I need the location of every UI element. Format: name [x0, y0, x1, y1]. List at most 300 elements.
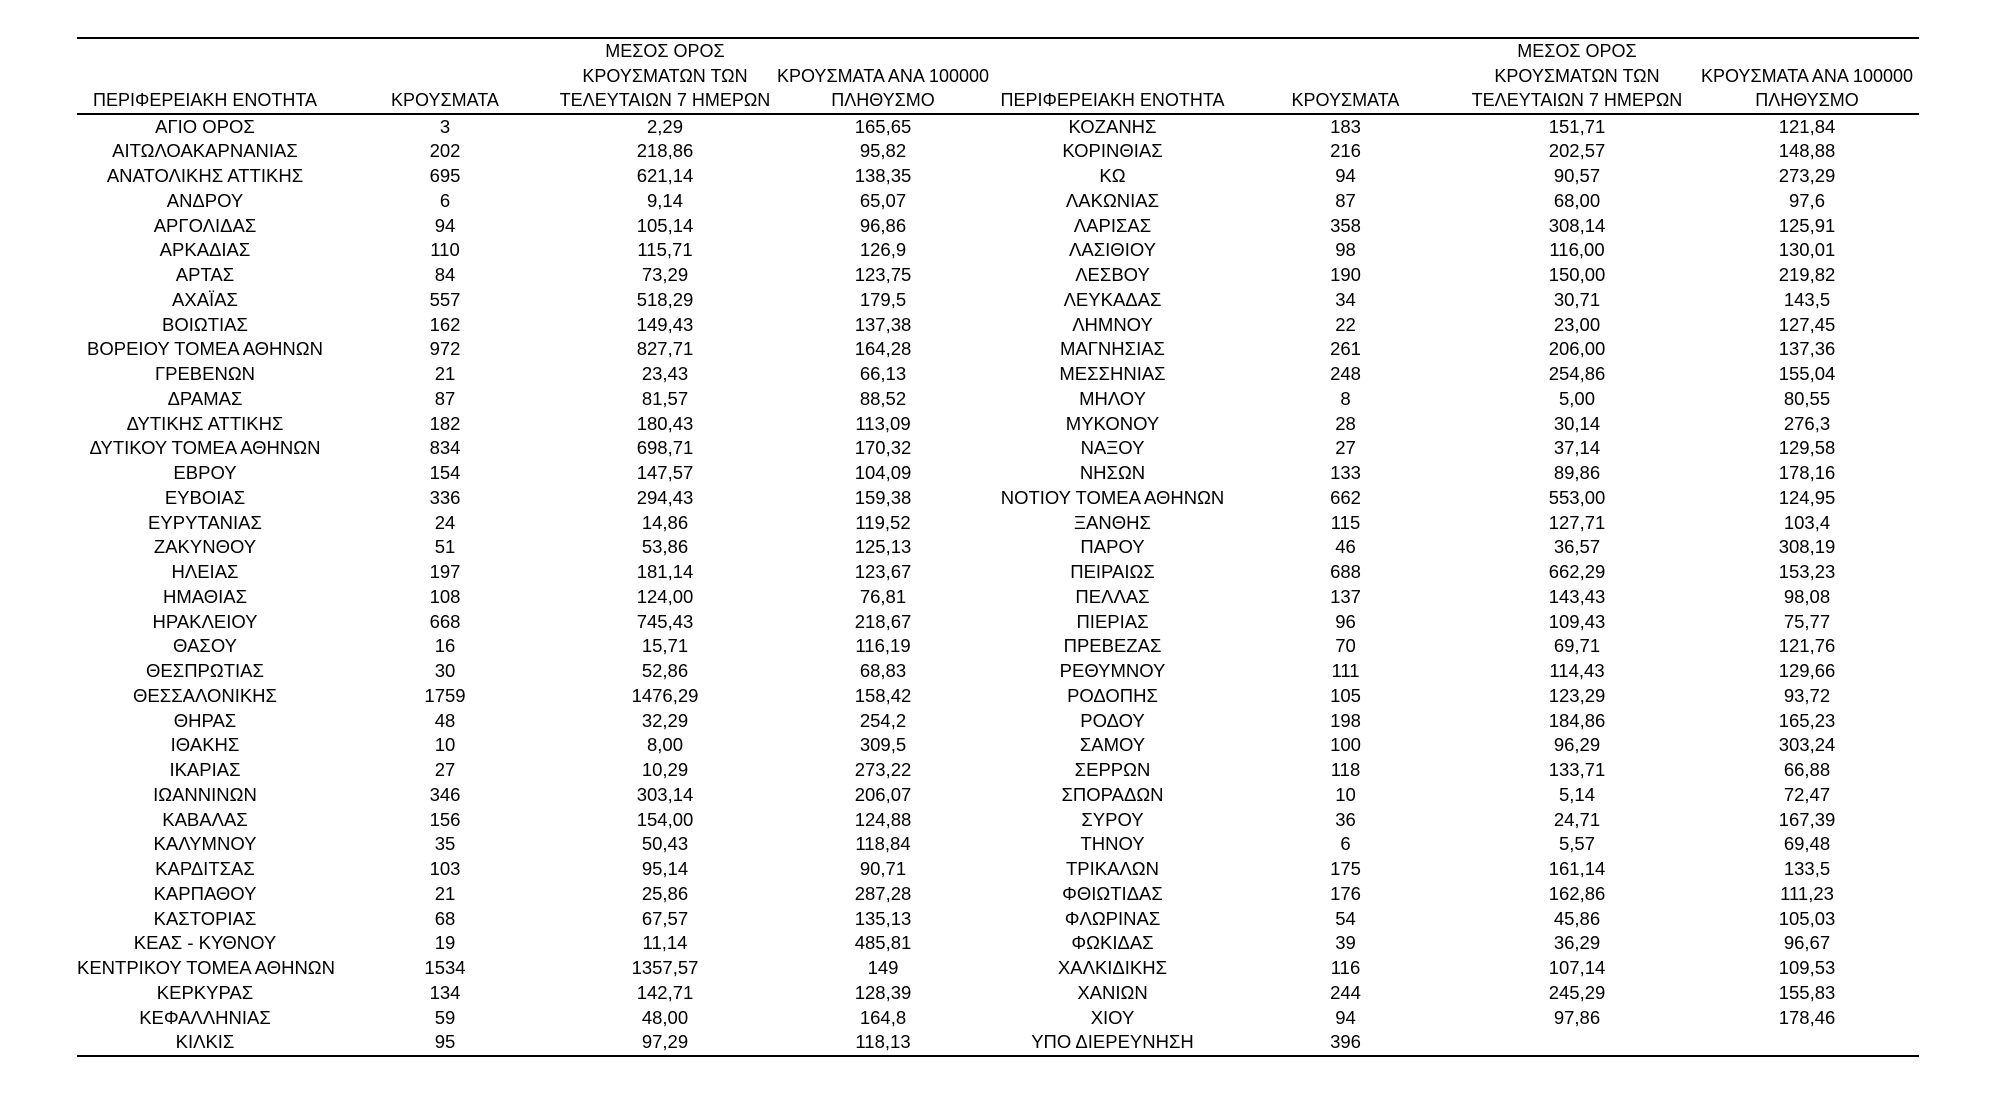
left-per100k-cell: 218,67 — [854, 610, 912, 632]
right-cases-cell: 137 — [1330, 585, 1361, 607]
right-cases-cell: 216 — [1330, 140, 1361, 162]
left-cases-cell: 51 — [434, 536, 456, 558]
table-body — [77, 115, 1919, 1056]
left-per100k-cell: 124,88 — [854, 808, 912, 830]
right-per100k-cell: 124,95 — [1778, 486, 1836, 508]
left-cases-cell: 59 — [434, 1006, 456, 1028]
left-avg7-cell: 67,57 — [641, 907, 689, 929]
right-cases-cell: 96 — [1335, 610, 1356, 632]
right-cases-cell: 34 — [1335, 288, 1356, 310]
left-per100k-cell: 113,09 — [855, 412, 911, 434]
left-region-name-cell: ΑΡΓΟΛΙΔΑΣ — [153, 214, 257, 236]
right-avg7-cell: 245,29 — [1548, 981, 1606, 1003]
table-row — [77, 214, 1919, 239]
left-cases-cell: 162 — [429, 313, 461, 335]
right-cases-cell: 244 — [1330, 981, 1361, 1003]
left-region-name-cell: ΗΡΑΚΛΕΙΟΥ — [152, 610, 258, 632]
left-region-name-cell: ΚΑΣΤΟΡΙΑΣ — [153, 907, 257, 929]
table-row — [77, 610, 1919, 635]
right-cases-cell: 176 — [1330, 882, 1361, 904]
left-cases-cell: 6 — [439, 189, 451, 211]
left-avg7-cell: 52,86 — [641, 660, 689, 681]
right-avg7-cell: 202,57 — [1548, 140, 1606, 162]
left-cases-cell: 1759 — [424, 684, 466, 706]
right-cases-cell: 248 — [1330, 363, 1361, 384]
left-avg7-cell: 15,71 — [641, 635, 689, 657]
left-avg7-cell: 745,43 — [636, 610, 694, 632]
left-per100k-cell: 135,13 — [854, 907, 912, 929]
table-row — [77, 189, 1919, 214]
left-per100k-cell: 206,07 — [854, 783, 912, 805]
right-per100k-cell: 66,88 — [1783, 759, 1831, 780]
right-avg7-cell: 97,86 — [1553, 1006, 1601, 1028]
table-row — [77, 1006, 1919, 1031]
left-region-name-cell: ΕΒΡΟΥ — [173, 462, 237, 483]
left-per100k-cell: 170,32 — [854, 437, 912, 459]
right-region-name-cell: ΣΕΡΡΩΝ — [1074, 759, 1151, 780]
left-region-name-cell: ΑΧΑΪΑΣ — [172, 288, 238, 310]
right-cases-cell: 105 — [1330, 684, 1361, 706]
right-cases-cell: 396 — [1330, 1031, 1361, 1053]
right-per100k-cell: 148,88 — [1778, 140, 1836, 162]
left-avg7-cell: 1357,57 — [631, 957, 699, 978]
left-avg7-cell: 53,86 — [641, 536, 689, 558]
right-per100k-cell: 93,72 — [1783, 684, 1831, 706]
left-cases-cell: 94 — [434, 214, 456, 236]
left-cases-cell: 87 — [434, 387, 456, 409]
right-avg7-cell: 37,14 — [1553, 437, 1601, 459]
right-cases-cell: 27 — [1335, 437, 1356, 459]
right-avg7-cell: 553,00 — [1548, 486, 1606, 508]
table-row — [77, 387, 1919, 412]
left-cases-cell: 156 — [429, 808, 461, 830]
right-avg7-cell: 116,00 — [1549, 239, 1605, 261]
left-avg7-cell: 698,71 — [636, 437, 694, 459]
right-per100k-cell: 98,08 — [1783, 585, 1831, 607]
right-avg7-cell — [1459, 1030, 1695, 1055]
right-avg7-cell: 184,86 — [1548, 709, 1606, 731]
header-region-right: ΠΕΡΙΦΕΡΕΙΑΚΗ ΕΝΟΤΗΤΑ — [1000, 90, 1225, 110]
right-cases-cell: 6 — [1340, 833, 1351, 855]
left-cases-cell: 48 — [434, 709, 456, 731]
right-per100k-cell: 276,3 — [1783, 412, 1831, 434]
left-per100k-cell: 138,35 — [854, 165, 912, 186]
right-region-name-cell: ΧΙΟΥ — [1090, 1006, 1135, 1028]
right-avg7-cell: 90,57 — [1553, 165, 1601, 186]
right-avg7-cell: 114,43 — [1549, 660, 1605, 681]
right-region-name-cell: ΚΟΖΑΝΗΣ — [1068, 115, 1157, 137]
left-per100k-cell: 126,9 — [859, 239, 907, 261]
left-per100k-cell: 287,28 — [854, 882, 912, 904]
left-per100k-cell: 119,52 — [855, 511, 911, 533]
right-cases-cell: 98 — [1335, 239, 1356, 261]
right-cases-cell: 22 — [1335, 313, 1356, 335]
left-per100k-cell: 165,65 — [854, 115, 912, 137]
right-region-name-cell: ΛΗΜΝΟΥ — [1072, 313, 1153, 335]
right-region-name-cell: ΣΥΡΟΥ — [1081, 808, 1144, 830]
right-avg7-cell: 107,14 — [1548, 957, 1606, 978]
left-avg7-cell: 2,29 — [646, 115, 683, 137]
left-avg7-cell: 50,43 — [641, 833, 689, 855]
table-row — [77, 337, 1919, 362]
left-per100k-cell: 96,86 — [859, 214, 907, 236]
left-avg7-cell: 8,00 — [646, 734, 683, 756]
left-avg7-cell: 10,29 — [641, 759, 689, 780]
left-region-name-cell: ΙΩΑΝΝΙΝΩΝ — [153, 783, 257, 805]
left-avg7-cell: 9,14 — [646, 189, 683, 211]
cases-table-sheet — [77, 37, 1919, 1057]
table-row — [77, 164, 1919, 189]
right-avg7-cell: 68,00 — [1553, 189, 1601, 211]
left-region-name-cell: ΑΡΤΑΣ — [175, 264, 235, 285]
right-cases-cell: 100 — [1330, 734, 1361, 756]
left-cases-cell: 134 — [429, 981, 461, 1003]
table-row — [77, 535, 1919, 560]
left-cases-cell: 834 — [429, 437, 461, 459]
right-per100k-cell: 69,48 — [1783, 833, 1831, 855]
left-region-name-cell: ΕΥΒΟΙΑΣ — [164, 486, 246, 508]
left-per100k-cell: 118,84 — [855, 833, 911, 855]
right-avg7-cell: 69,71 — [1553, 635, 1601, 657]
right-avg7-cell: 89,86 — [1553, 462, 1601, 483]
table-row — [77, 412, 1919, 437]
table-row — [77, 907, 1919, 932]
right-region-name-cell: ΤΡΙΚΑΛΩΝ — [1065, 858, 1159, 879]
left-region-name-cell: ΔΥΤΙΚΗΣ ΑΤΤΙΚΗΣ — [126, 412, 284, 434]
right-cases-cell: 115 — [1330, 511, 1361, 533]
right-per100k-cell: 165,23 — [1778, 709, 1836, 731]
left-avg7-cell: 14,86 — [641, 511, 689, 533]
left-per100k-cell: 164,28 — [854, 338, 912, 360]
table-row — [77, 733, 1919, 758]
right-region-name-cell: ΦΘΙΩΤΙΔΑΣ — [1062, 882, 1163, 904]
left-per100k-cell: 125,13 — [854, 536, 912, 558]
right-avg7-cell: 254,86 — [1548, 363, 1606, 384]
table-row — [77, 857, 1919, 882]
right-per100k-cell: 303,24 — [1778, 734, 1836, 756]
right-per100k-cell: 105,03 — [1778, 907, 1836, 929]
left-avg7-cell: 827,71 — [636, 338, 694, 360]
right-per100k-cell: 121,76 — [1778, 635, 1836, 657]
right-avg7-cell: 5,14 — [1558, 783, 1595, 805]
left-region-name-cell: ΔΥΤΙΚΟΥ ΤΟΜΕΑ ΑΘΗΝΩΝ — [89, 437, 321, 459]
table-row — [77, 313, 1919, 338]
header-per100k-right: ΚΡΟΥΣΜΑΤΑ ΑΝΑ 100000 ΠΛΗΘΥΣΜΟ — [1701, 65, 1913, 110]
left-avg7-cell: 1476,29 — [631, 684, 699, 706]
right-cases-cell: 39 — [1335, 932, 1356, 954]
table-row — [77, 238, 1919, 263]
left-region-name-cell: ΚΕΝΤΡΙΚΟΥ ΤΟΜΕΑ ΑΘΗΝΩΝ — [77, 957, 335, 978]
header-cases-right: ΚΡΟΥΣΜΑΤΑ — [1291, 90, 1400, 110]
left-per100k-cell: 123,67 — [854, 561, 912, 582]
left-cases-cell: 108 — [429, 585, 461, 607]
left-avg7-cell: 142,71 — [636, 981, 694, 1003]
table-row — [77, 585, 1919, 610]
right-per100k-cell: 109,53 — [1778, 957, 1836, 978]
left-region-name-cell: ΚΕΡΚΥΡΑΣ — [156, 981, 254, 1003]
left-per100k-cell: 164,8 — [859, 1006, 907, 1028]
right-cases-cell: 688 — [1330, 561, 1361, 582]
right-per100k-cell: 121,84 — [1778, 115, 1836, 137]
table-row — [77, 139, 1919, 164]
table-row — [77, 981, 1919, 1006]
right-avg7-cell: 30,14 — [1553, 412, 1601, 434]
right-avg7-cell: 109,43 — [1548, 610, 1606, 632]
left-avg7-cell: 621,14 — [636, 165, 694, 186]
right-per100k-cell: 129,66 — [1778, 660, 1836, 681]
table-row — [77, 362, 1919, 387]
right-avg7-cell: 96,29 — [1553, 734, 1601, 756]
left-region-name-cell: ΔΡΑΜΑΣ — [167, 387, 243, 409]
left-cases-cell: 972 — [429, 338, 461, 360]
left-cases-cell: 668 — [429, 610, 461, 632]
right-per100k-cell: 127,45 — [1778, 313, 1836, 335]
right-region-name-cell: ΣΑΜΟΥ — [1079, 734, 1146, 756]
right-region-name-cell: ΛΑΡΙΣΑΣ — [1073, 214, 1152, 236]
right-region-name-cell: ΝΗΣΩΝ — [1079, 462, 1146, 483]
table-row — [77, 709, 1919, 734]
right-cases-cell: 8 — [1340, 387, 1351, 409]
header-avg7-right: ΜΕΣΟΣ ΟΡΟΣ ΚΡΟΥΣΜΑΤΩΝ ΤΩΝ ΤΕΛΕΥΤΑΙΩΝ 7 ΗΜΕΡΩΝ — [1471, 41, 1683, 110]
right-region-name-cell: ΚΟΡΙΝΘΙΑΣ — [1062, 140, 1163, 162]
left-cases-cell: 346 — [429, 783, 461, 805]
right-per100k-cell — [1695, 1030, 1919, 1055]
right-region-name-cell: ΛΕΥΚΑΔΑΣ — [1063, 288, 1162, 310]
left-region-name-cell: ΘΕΣΣΑΛΟΝΙΚΗΣ — [133, 684, 277, 706]
header-avg7: ΜΕΣΟΣ ΟΡΟΣ ΚΡΟΥΣΜΑΤΩΝ ΤΩΝ ΤΕΛΕΥΤΑΙΩΝ 7 ΗΜΕΡΩΝ — [559, 41, 771, 110]
right-cases-cell: 87 — [1335, 189, 1356, 211]
header-region: ΠΕΡΙΦΕΡΕΙΑΚΗ ΕΝΟΤΗΤΑ — [92, 90, 318, 110]
right-cases-cell: 70 — [1335, 635, 1356, 657]
table-row — [77, 436, 1919, 461]
right-avg7-cell: 143,43 — [1548, 585, 1606, 607]
table-row — [77, 511, 1919, 536]
right-region-name-cell: ΠΕΙΡΑΙΩΣ — [1070, 561, 1155, 582]
right-region-name-cell: ΡΕΘΥΜΝΟΥ — [1059, 660, 1166, 681]
table-row — [77, 461, 1919, 486]
left-avg7-cell: 48,00 — [641, 1006, 689, 1028]
right-cases-cell: 28 — [1335, 412, 1356, 434]
left-avg7-cell: 81,57 — [641, 387, 689, 409]
right-per100k-cell: 219,82 — [1778, 264, 1836, 285]
right-avg7-cell: 36,29 — [1553, 932, 1601, 954]
right-avg7-cell: 206,00 — [1548, 338, 1606, 360]
left-per100k-cell: 118,13 — [855, 1031, 911, 1053]
right-region-name-cell: ΜΕΣΣΗΝΙΑΣ — [1059, 363, 1166, 384]
right-cases-cell: 54 — [1335, 907, 1356, 929]
table-row — [77, 808, 1919, 833]
table-row — [77, 684, 1919, 709]
left-per100k-cell: 149 — [867, 957, 899, 978]
right-per100k-cell: 273,29 — [1778, 165, 1836, 186]
left-per100k-cell: 116,19 — [855, 635, 911, 657]
right-per100k-cell: 133,5 — [1783, 858, 1831, 879]
right-region-name-cell: ΜΥΚΟΝΟΥ — [1065, 412, 1160, 434]
table-row — [77, 931, 1919, 956]
right-per100k-cell: 125,91 — [1778, 214, 1836, 236]
right-avg7-cell: 5,00 — [1558, 387, 1595, 409]
right-per100k-cell: 155,04 — [1778, 363, 1836, 384]
right-avg7-cell: 23,00 — [1553, 313, 1601, 335]
header-cases: ΚΡΟΥΣΜΑΤΑ — [391, 90, 499, 110]
right-region-name-cell: ΜΑΓΝΗΣΙΑΣ — [1059, 338, 1165, 360]
left-avg7-cell: 154,00 — [636, 808, 694, 830]
left-cases-cell: 95 — [434, 1031, 456, 1053]
right-cases-cell: 133 — [1330, 462, 1361, 483]
left-cases-cell: 27 — [434, 759, 456, 780]
right-region-name-cell: ΛΑΚΩΝΙΑΣ — [1065, 189, 1160, 211]
table-row — [77, 783, 1919, 808]
left-per100k-cell: 159,38 — [854, 486, 912, 508]
left-avg7-cell: 97,29 — [641, 1031, 689, 1053]
right-cases-cell: 36 — [1335, 808, 1356, 830]
right-region-name-cell: ΦΩΚΙΔΑΣ — [1071, 932, 1154, 954]
table-row — [77, 882, 1919, 907]
left-per100k-cell: 65,07 — [859, 189, 907, 211]
table-row — [77, 560, 1919, 585]
left-region-name-cell: ΒΟΙΩΤΙΑΣ — [162, 313, 248, 335]
right-per100k-cell: 72,47 — [1783, 783, 1831, 805]
cases-by-region-table — [77, 39, 1919, 1055]
left-avg7-cell: 181,14 — [636, 561, 694, 582]
left-per100k-cell: 254,2 — [859, 709, 907, 731]
left-per100k-cell: 76,81 — [859, 585, 907, 607]
left-region-name-cell: ΚΑΒΑΛΑΣ — [162, 808, 248, 830]
right-region-name-cell: ΡΟΔΟΥ — [1080, 709, 1145, 731]
left-per100k-cell: 95,82 — [859, 140, 907, 162]
left-region-name-cell: ΑΡΚΑΔΙΑΣ — [159, 239, 251, 261]
right-per100k-cell: 155,83 — [1778, 981, 1836, 1003]
right-region-name-cell: ΠΙΕΡΙΑΣ — [1076, 610, 1149, 632]
right-per100k-cell: 137,36 — [1778, 338, 1836, 360]
left-per100k-cell: 68,83 — [859, 660, 907, 681]
left-avg7-cell: 11,14 — [642, 932, 688, 954]
left-per100k-cell: 88,52 — [859, 387, 907, 409]
left-per100k-cell: 485,81 — [854, 932, 912, 954]
right-cases-cell: 183 — [1330, 115, 1361, 137]
left-avg7-cell: 180,43 — [636, 412, 694, 434]
left-per100k-cell: 179,5 — [859, 288, 907, 310]
left-region-name-cell: ΙΚΑΡΙΑΣ — [169, 759, 241, 780]
left-avg7-cell: 124,00 — [636, 585, 694, 607]
left-per100k-cell: 158,42 — [854, 684, 912, 706]
left-per100k-cell: 104,09 — [854, 462, 912, 483]
left-cases-cell: 30 — [434, 660, 456, 681]
right-region-name-cell: ΤΗΝΟΥ — [1080, 833, 1145, 855]
left-region-name-cell: ΘΑΣΟΥ — [173, 635, 237, 657]
right-region-name-cell: ΜΗΛΟΥ — [1079, 387, 1146, 409]
right-cases-cell: 10 — [1335, 783, 1356, 805]
right-per100k-cell: 75,77 — [1783, 610, 1831, 632]
left-cases-cell: 182 — [429, 412, 461, 434]
left-per100k-cell: 66,13 — [859, 363, 907, 384]
right-region-name-cell: ΦΛΩΡΙΝΑΣ — [1064, 907, 1161, 929]
right-region-name-cell: ΠΕΛΛΑΣ — [1075, 585, 1150, 607]
right-per100k-cell: 130,01 — [1778, 239, 1836, 261]
right-avg7-cell: 308,14 — [1548, 214, 1606, 236]
right-per100k-cell: 129,58 — [1778, 437, 1836, 459]
left-avg7-cell: 23,43 — [641, 363, 689, 384]
left-cases-cell: 16 — [434, 635, 456, 657]
left-region-name-cell: ΚΑΛΥΜΝΟΥ — [153, 833, 257, 855]
left-avg7-cell: 147,57 — [636, 462, 694, 483]
left-cases-cell: 68 — [434, 907, 456, 929]
right-region-name-cell: ΣΠΟΡΑΔΩΝ — [1061, 783, 1164, 805]
right-cases-cell: 94 — [1335, 1006, 1356, 1028]
left-cases-cell: 336 — [429, 486, 461, 508]
left-region-name-cell: ΑΙΤΩΛΟΑΚΑΡΝΑΝΙΑΣ — [112, 140, 298, 162]
left-cases-cell: 103 — [429, 858, 461, 879]
left-cases-cell: 1534 — [424, 957, 466, 978]
left-region-name-cell: ΕΥΡΥΤΑΝΙΑΣ — [148, 511, 262, 533]
right-cases-cell: 175 — [1330, 858, 1361, 879]
left-region-name-cell: ΚΑΡΠΑΘΟΥ — [153, 882, 257, 904]
right-region-name-cell: ΧΑΝΙΩΝ — [1077, 981, 1148, 1003]
right-avg7-cell: 127,71 — [1548, 511, 1606, 533]
left-cases-cell: 695 — [429, 165, 461, 186]
table-row — [77, 832, 1919, 857]
right-region-name-cell: ΛΑΣΙΘΙΟΥ — [1069, 239, 1156, 261]
bottom-rule — [77, 1055, 1919, 1057]
right-region-name-cell: ΠΡΕΒΕΖΑΣ — [1063, 635, 1162, 657]
table-row — [77, 115, 1919, 140]
left-cases-cell: 154 — [429, 462, 461, 483]
table-row — [77, 758, 1919, 783]
header-per100k: ΚΡΟΥΣΜΑΤΑ ΑΝΑ 100000 ΠΛΗΘΥΣΜΟ — [777, 65, 989, 110]
left-avg7-cell: 218,86 — [636, 140, 694, 162]
right-avg7-cell: 662,29 — [1548, 561, 1606, 582]
right-cases-cell: 358 — [1330, 214, 1361, 236]
right-cases-cell: 118 — [1330, 759, 1361, 780]
left-region-name-cell: ΗΜΑΘΙΑΣ — [162, 585, 248, 607]
left-avg7-cell: 32,29 — [641, 709, 689, 731]
left-region-name-cell: ΙΘΑΚΗΣ — [170, 734, 240, 756]
right-cases-cell: 662 — [1330, 486, 1361, 508]
right-region-name-cell: ΞΑΝΘΗΣ — [1074, 511, 1151, 533]
right-per100k-cell: 308,19 — [1778, 536, 1836, 558]
right-region-name-cell: ΡΟΔΟΠΗΣ — [1067, 684, 1158, 706]
left-cases-cell: 3 — [439, 115, 451, 137]
left-region-name-cell: ΗΛΕΙΑΣ — [171, 561, 239, 582]
left-per100k-cell: 137,38 — [854, 313, 912, 335]
table-row — [77, 634, 1919, 659]
left-region-name-cell: ΚΕΦΑΛΛΗΝΙΑΣ — [139, 1006, 271, 1028]
right-region-name-cell: ΥΠΟ ΔΙΕΡΕΥΝΗΣΗ — [1031, 1031, 1194, 1053]
right-per100k-cell: 143,5 — [1783, 288, 1831, 310]
table-row — [77, 956, 1919, 981]
table-row — [77, 486, 1919, 511]
right-avg7-cell: 30,71 — [1553, 288, 1601, 310]
left-avg7-cell: 115,71 — [637, 239, 693, 261]
right-avg7-cell: 45,86 — [1553, 907, 1601, 929]
left-per100k-cell: 123,75 — [854, 264, 912, 285]
left-region-name-cell: ΓΡΕΒΕΝΩΝ — [154, 363, 256, 384]
left-cases-cell: 197 — [429, 561, 461, 582]
right-cases-cell: 261 — [1330, 338, 1361, 360]
left-cases-cell: 21 — [434, 882, 456, 904]
right-avg7-cell: 151,71 — [1548, 115, 1606, 137]
right-region-name-cell: ΠΑΡΟΥ — [1080, 536, 1145, 558]
left-cases-cell: 202 — [429, 140, 461, 162]
table-row — [77, 288, 1919, 313]
left-cases-cell: 110 — [430, 239, 460, 261]
left-cases-cell: 35 — [434, 833, 456, 855]
right-cases-cell: 116 — [1330, 957, 1361, 978]
right-per100k-cell: 111,23 — [1780, 882, 1834, 904]
table-header — [77, 39, 1919, 115]
right-per100k-cell: 153,23 — [1778, 561, 1836, 582]
right-per100k-cell: 97,6 — [1788, 189, 1825, 211]
